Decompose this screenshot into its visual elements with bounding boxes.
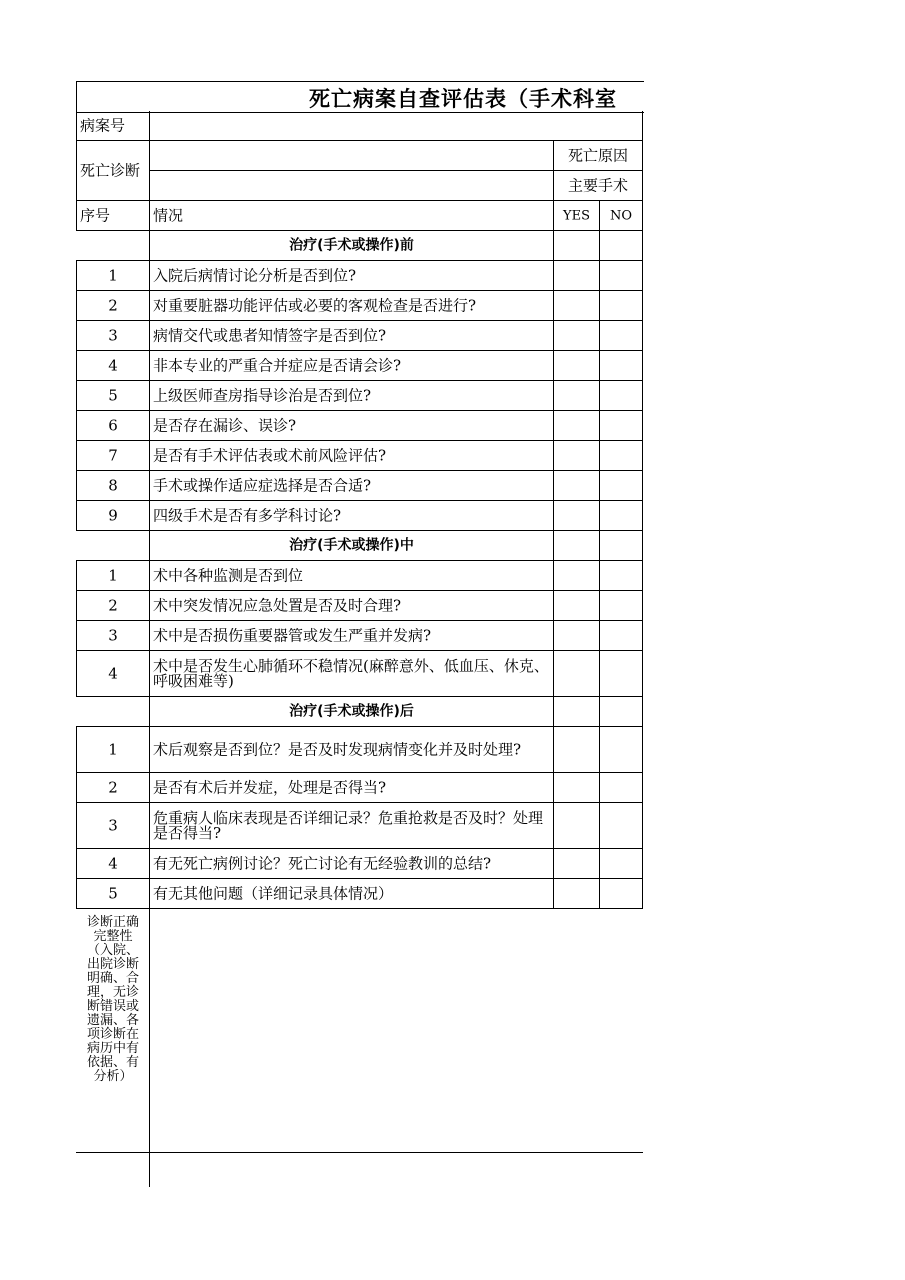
no-checkbox-cell[interactable] xyxy=(599,879,643,909)
yes-checkbox-cell[interactable] xyxy=(553,849,599,879)
item-number: 1 xyxy=(108,266,118,284)
item-number-cell xyxy=(76,261,149,291)
death-cause-label: 死亡原因 xyxy=(567,146,628,164)
main-surgery-input[interactable] xyxy=(149,171,553,201)
yes-header: YES xyxy=(563,208,590,223)
no-checkbox-cell[interactable] xyxy=(599,441,643,471)
situation-header-cell xyxy=(149,201,553,231)
no-checkbox-cell[interactable] xyxy=(599,621,643,651)
case-no-input[interactable] xyxy=(149,111,643,141)
death-diagnosis-label-cell xyxy=(76,141,149,201)
yes-checkbox-cell[interactable] xyxy=(553,803,599,849)
yes-checkbox-cell[interactable] xyxy=(553,621,599,651)
item-number-cell xyxy=(76,321,149,351)
item-number: 5 xyxy=(108,884,118,902)
item-text-cell xyxy=(149,501,553,531)
item-number: 2 xyxy=(108,778,118,796)
yes-checkbox-cell[interactable] xyxy=(553,651,599,697)
section-heading-blank xyxy=(553,531,599,561)
item-number: 6 xyxy=(108,416,118,434)
item-text-cell xyxy=(149,291,553,321)
section-heading-blank xyxy=(599,697,643,727)
section-heading-blank xyxy=(76,231,149,261)
section-heading: 治疗(手术或操作)前 xyxy=(289,237,414,253)
item-text-cell xyxy=(149,441,553,471)
item-number-cell xyxy=(76,351,149,381)
item-number-cell xyxy=(76,561,149,591)
item-text-cell xyxy=(149,381,553,411)
yes-checkbox-cell[interactable] xyxy=(553,321,599,351)
section-heading: 治疗(手术或操作)后 xyxy=(289,703,414,719)
no-checkbox-cell[interactable] xyxy=(599,471,643,501)
item-number-cell xyxy=(76,773,149,803)
seq-header-cell xyxy=(76,201,149,231)
item-number-cell xyxy=(76,471,149,501)
case-no-label: 病案号 xyxy=(80,116,126,134)
no-checkbox-cell[interactable] xyxy=(599,849,643,879)
section-heading-blank xyxy=(553,697,599,727)
no-checkbox-cell[interactable] xyxy=(599,411,643,441)
item-text-cell xyxy=(149,727,553,773)
diagnosis-completeness-note: 诊断正确完整性（入院、出院诊断明确、合理，无诊断错误或遗漏、各项诊断在病历中有依据、有分析） xyxy=(86,915,139,1084)
title-row xyxy=(76,81,644,113)
item-text-cell xyxy=(149,773,553,803)
item-text: 是否有术后并发症，处理是否得当? xyxy=(153,778,387,796)
yes-checkbox-cell[interactable] xyxy=(553,501,599,531)
item-text-cell xyxy=(149,591,553,621)
item-text: 病情交代或患者知情签字是否到位? xyxy=(153,326,387,344)
item-number: 1 xyxy=(108,740,118,758)
yes-checkbox-cell[interactable] xyxy=(553,727,599,773)
item-text: 危重病人临床表现是否详细记录？危重抢救是否及时？处理是否得当? xyxy=(153,808,544,842)
item-text-cell xyxy=(149,621,553,651)
item-number-cell xyxy=(76,381,149,411)
item-text: 术后观察是否到位？是否及时发现病情变化并及时处理? xyxy=(153,740,522,758)
section-heading-blank xyxy=(553,231,599,261)
death-diagnosis-label: 死亡诊断 xyxy=(80,161,141,179)
item-text: 手术或操作适应症选择是否合适? xyxy=(153,476,372,494)
item-text: 非本专业的严重合并症应是否请会诊? xyxy=(153,356,402,374)
yes-checkbox-cell[interactable] xyxy=(553,261,599,291)
case-no-label-cell xyxy=(76,111,149,141)
yes-checkbox-cell[interactable] xyxy=(553,879,599,909)
item-text: 术中各种监测是否到位 xyxy=(153,566,304,584)
item-number-cell xyxy=(76,441,149,471)
no-header: NO xyxy=(609,208,633,223)
section-heading-blank xyxy=(599,531,643,561)
section-heading-cell xyxy=(149,531,553,561)
item-number-cell xyxy=(76,291,149,321)
item-number: 2 xyxy=(108,296,118,314)
diagnosis-completeness-input[interactable] xyxy=(150,907,643,1152)
item-number-cell xyxy=(76,591,149,621)
item-text-cell xyxy=(149,879,553,909)
no-checkbox-cell[interactable] xyxy=(599,261,643,291)
item-text-cell xyxy=(149,803,553,849)
section-heading-blank xyxy=(599,231,643,261)
item-number: 3 xyxy=(108,626,118,644)
item-text: 术中是否损伤重要器管或发生严重并发病? xyxy=(153,626,432,644)
item-number: 1 xyxy=(108,566,118,584)
no-checkbox-cell[interactable] xyxy=(599,351,643,381)
item-number-cell xyxy=(76,621,149,651)
no-checkbox-cell[interactable] xyxy=(599,321,643,351)
main-surgery-label: 主要手术 xyxy=(567,176,628,194)
item-number-cell xyxy=(76,803,149,849)
item-number: 4 xyxy=(108,854,118,872)
yes-checkbox-cell[interactable] xyxy=(553,381,599,411)
section-heading-cell xyxy=(149,697,553,727)
item-text-cell xyxy=(149,351,553,381)
yes-checkbox-cell[interactable] xyxy=(553,591,599,621)
section-heading: 治疗(手术或操作)中 xyxy=(289,537,414,553)
item-text: 术中是否发生心肺循环不稳情况(麻醉意外、低血压、休克、呼吸困难等) xyxy=(153,656,549,690)
item-text-cell xyxy=(149,561,553,591)
no-checkbox-cell[interactable] xyxy=(599,651,643,697)
item-text-cell xyxy=(149,321,553,351)
yes-checkbox-cell[interactable] xyxy=(553,291,599,321)
item-text: 上级医师查房指导诊治是否到位? xyxy=(153,386,372,404)
item-text: 入院后病情讨论分析是否到位? xyxy=(153,266,357,284)
no-checkbox-cell[interactable] xyxy=(599,561,643,591)
item-text: 是否存在漏诊、误诊? xyxy=(153,416,297,434)
item-text-cell xyxy=(149,471,553,501)
seq-header: 序号 xyxy=(80,206,111,224)
item-number: 4 xyxy=(108,664,118,682)
footer-bottom-line xyxy=(76,1152,643,1153)
item-number-cell xyxy=(76,501,149,531)
yes-checkbox-cell[interactable] xyxy=(553,471,599,501)
no-checkbox-cell[interactable] xyxy=(599,501,643,531)
item-number-cell xyxy=(76,879,149,909)
item-text: 是否有手术评估表或术前风险评估? xyxy=(153,446,387,464)
section-heading-blank xyxy=(76,697,149,727)
yes-header-cell xyxy=(553,201,599,231)
section-heading-blank xyxy=(76,531,149,561)
section-heading-cell xyxy=(149,231,553,261)
item-text: 四级手术是否有多学科讨论? xyxy=(153,506,342,524)
item-number-cell xyxy=(76,411,149,441)
item-number: 4 xyxy=(108,356,118,374)
yes-checkbox-cell[interactable] xyxy=(553,351,599,381)
death-diagnosis-input[interactable] xyxy=(149,141,553,171)
yes-checkbox-cell[interactable] xyxy=(553,411,599,441)
no-header-cell xyxy=(599,201,643,231)
item-number: 2 xyxy=(108,596,118,614)
main-surgery-cell xyxy=(553,171,643,201)
yes-checkbox-cell[interactable] xyxy=(553,773,599,803)
situation-header: 情况 xyxy=(153,206,184,224)
item-text-cell xyxy=(149,261,553,291)
item-number: 5 xyxy=(108,386,118,404)
item-number: 3 xyxy=(108,326,118,344)
item-number-cell xyxy=(76,651,149,697)
item-number: 7 xyxy=(108,446,118,464)
item-text: 术中突发情况应急处置是否及时合理? xyxy=(153,596,402,614)
form-title: 死亡病案自查评估表（手术科室 xyxy=(309,86,617,111)
no-checkbox-cell[interactable] xyxy=(599,591,643,621)
item-text: 对重要脏器功能评估或必要的客观检查是否进行? xyxy=(153,296,477,314)
yes-checkbox-cell[interactable] xyxy=(553,441,599,471)
no-checkbox-cell[interactable] xyxy=(599,291,643,321)
item-number-cell xyxy=(76,727,149,773)
item-number: 9 xyxy=(108,506,118,524)
item-number-cell xyxy=(76,849,149,879)
item-text-cell xyxy=(149,849,553,879)
no-checkbox-cell[interactable] xyxy=(599,727,643,773)
item-text: 有无其他问题（详细记录具体情况） xyxy=(153,884,394,902)
no-checkbox-cell[interactable] xyxy=(599,803,643,849)
no-checkbox-cell[interactable] xyxy=(599,381,643,411)
item-text-cell xyxy=(149,651,553,697)
item-text-cell xyxy=(149,411,553,441)
item-text: 有无死亡病例讨论？死亡讨论有无经验教训的总结? xyxy=(153,854,492,872)
item-number: 3 xyxy=(108,816,118,834)
death-cause-cell xyxy=(553,141,643,171)
item-number: 8 xyxy=(108,476,118,494)
yes-checkbox-cell[interactable] xyxy=(553,561,599,591)
no-checkbox-cell[interactable] xyxy=(599,773,643,803)
